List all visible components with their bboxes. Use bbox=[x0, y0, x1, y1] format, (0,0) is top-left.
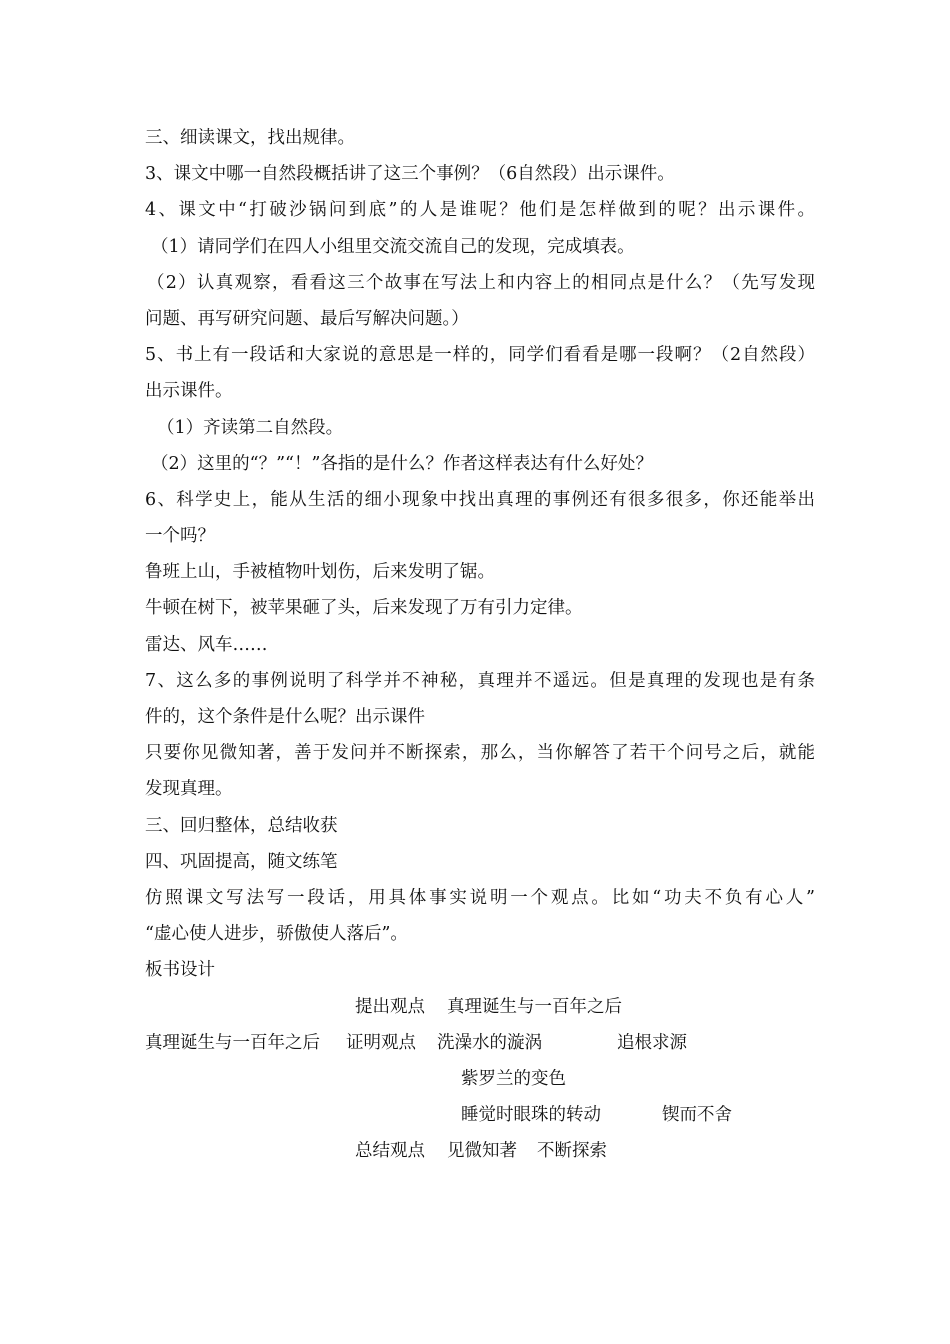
paragraph-line: “虚心使人进步，骄傲使人落后”。 bbox=[145, 924, 408, 945]
board-title: 真理诞生与一百年之后 bbox=[145, 1032, 320, 1053]
paragraph-line: 5、书上有一段话和大家说的意思是一样的，同学们看看是哪一段啊？（2自然段） bbox=[145, 345, 815, 366]
paragraph-line: （1）齐读第二自然段。 bbox=[157, 417, 344, 438]
board-text-summary-2: 不断探索 bbox=[537, 1141, 607, 1162]
paragraph-line: 雷达、风车…… bbox=[145, 634, 268, 655]
board-row-5 bbox=[145, 1133, 815, 1169]
paragraph-line: 牛顿在树下，被苹果砸了头，后来发现了万有引力定律。 bbox=[145, 598, 583, 619]
board-row-3 bbox=[145, 1061, 815, 1097]
section-heading-3b: 三、回归整体，总结收获 bbox=[145, 815, 338, 836]
board-row-1 bbox=[145, 989, 815, 1025]
paragraph-line: 鲁班上山，手被植物叶划伤，后来发明了锯。 bbox=[145, 562, 495, 583]
paragraph-line: 6、科学史上，能从生活的细小现象中找出真理的事例还有很多很多，你还能举出 bbox=[145, 489, 815, 510]
paragraph-line: （2）认真观察，看看这三个故事在写法上和内容上的相同点是什么？（先写发现 bbox=[147, 272, 815, 293]
board-text-propose: 真理诞生与一百年之后 bbox=[447, 996, 622, 1017]
board-text-summary-1: 见微知著 bbox=[447, 1141, 517, 1162]
paragraph-line: 出示课件。 bbox=[145, 381, 233, 402]
board-example-2: 紫罗兰的变色 bbox=[461, 1068, 566, 1089]
board-label-propose: 提出观点 bbox=[355, 996, 425, 1017]
paragraph-line: 一个吗？ bbox=[145, 526, 215, 547]
paragraph-line: 仿照课文写法写一段话，用具体事实说明一个观点。比如“功夫不负有心人” bbox=[145, 887, 815, 908]
board-example-3: 睡觉时眼珠的转动 bbox=[461, 1105, 601, 1126]
section-heading-4: 四、巩固提高，随文练笔 bbox=[145, 851, 338, 872]
paragraph-line: 3、课文中哪一自然段概括讲了这三个事例？（6自然段）出示课件。 bbox=[145, 164, 675, 185]
board-row-4 bbox=[145, 1097, 815, 1133]
board-label-summary: 总结观点 bbox=[355, 1141, 425, 1162]
paragraph-line: 7、这么多的事例说明了科学并不神秘，真理并不遥远。但是真理的发现也是有条 bbox=[145, 670, 815, 691]
document-body bbox=[145, 120, 815, 1169]
board-label-prove: 证明观点 bbox=[346, 1032, 416, 1053]
board-example-1: 洗澡水的漩涡 bbox=[437, 1032, 542, 1053]
paragraph-line: （1）请同学们在四人小组里交流交流自己的发现，完成填表。 bbox=[151, 236, 635, 257]
board-note-1: 追根求源 bbox=[617, 1032, 687, 1053]
paragraph-line: 发现真理。 bbox=[145, 779, 233, 800]
paragraph-line: 问题、再写研究问题、最后写解决问题。） bbox=[145, 308, 469, 329]
board-row-2 bbox=[145, 1025, 815, 1061]
paragraph-line: 只要你见微知著，善于发问并不断探索，那么，当你解答了若干个问号之后，就能 bbox=[145, 743, 815, 764]
paragraph-line: （2）这里的“？”“！”各指的是什么？作者这样表达有什么好处？ bbox=[151, 453, 653, 474]
board-design-heading: 板书设计 bbox=[145, 960, 215, 981]
paragraph-line: 件的，这个条件是什么呢？出示课件 bbox=[145, 707, 425, 727]
section-heading-3: 三、细读课文，找出规律。 bbox=[145, 128, 355, 148]
paragraph-line: 4、课文中“打破沙锅问到底”的人是谁呢？他们是怎样做到的呢？出示课件。 bbox=[145, 200, 815, 221]
board-note-2: 锲而不舍 bbox=[662, 1105, 732, 1126]
